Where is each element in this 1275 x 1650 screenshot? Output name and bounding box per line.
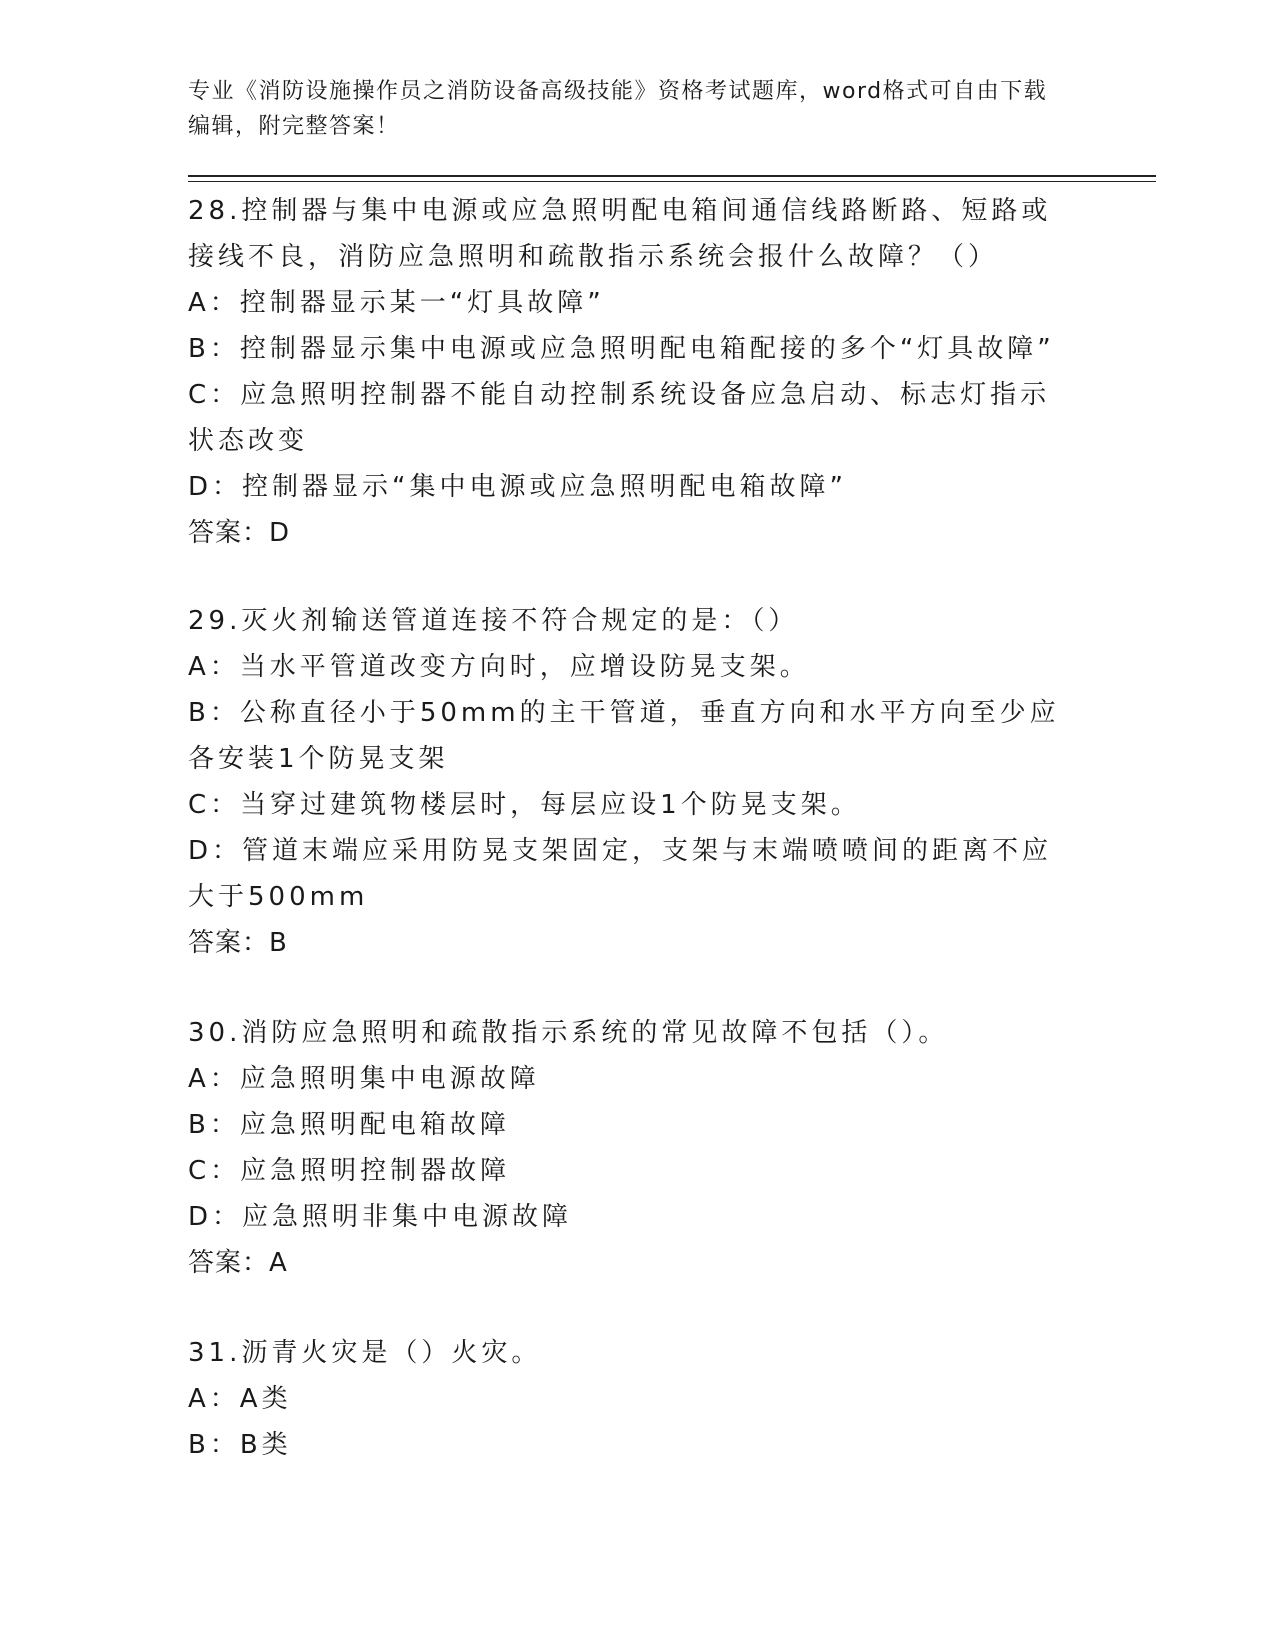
question-30: [188, 1010, 1078, 1286]
option-c: C：应急照明控制器故障: [188, 1156, 511, 1186]
question-stem: 28.控制器与集中电源或应急照明配电箱间通信线路断路、短路或接线不良，消防应急照明和疏散指示系统会报什么故障？（）: [188, 196, 1052, 272]
question-stem: 29.灭火剂输送管道连接不符合规定的是：（）: [188, 606, 799, 636]
header-rule-thick: [188, 175, 1156, 177]
question-28: [188, 188, 1078, 556]
option-d: D：控制器显示“集中电源或应急照明配电箱故障”: [188, 472, 847, 502]
question-stem: 30.消防应急照明和疏散指示系统的常见故障不包括（）。: [188, 1018, 949, 1048]
question-31: [188, 1330, 1078, 1468]
option-a: A：当水平管道改变方向时，应增设防晃支架。: [188, 652, 810, 682]
option-d: D：管道末端应采用防晃支架固定，支架与末端喷喷间的距离不应大于500mm: [188, 836, 1053, 912]
option-a: A：A类: [188, 1384, 292, 1414]
option-d: D：应急照明非集中电源故障: [188, 1202, 573, 1232]
option-c: C：应急照明控制器不能自动控制系统设备应急启动、标志灯指示状态改变: [188, 380, 1051, 456]
answer-text: 答案：A: [188, 1248, 288, 1278]
option-b: B：应急照明配电箱故障: [188, 1110, 510, 1140]
question-29: [188, 598, 1078, 966]
option-b: B：B类: [188, 1430, 292, 1460]
answer-text: 答案：B: [188, 928, 288, 958]
option-a: A：控制器显示某一“灯具故障”: [188, 288, 605, 318]
document-header: 专业《消防设施操作员之消防设备高级技能》资格考试题库，word格式可自由下载编辑，附完整答案！: [188, 79, 1048, 139]
question-stem: 31.沥青火灾是（）火灾。: [188, 1338, 542, 1368]
header-rule-thin: [188, 181, 1156, 182]
option-b: B：公称直径小于50mm的主干管道，垂直方向和水平方向至少应各安装1个防晃支架: [188, 698, 1060, 774]
option-c: C：当穿过建筑物楼层时，每层应设1个防晃支架。: [188, 790, 861, 820]
option-b: B：控制器显示集中电源或应急照明配电箱配接的多个“灯具故障”: [188, 334, 1055, 364]
answer-text: 答案：D: [188, 518, 291, 548]
option-a: A：应急照明集中电源故障: [188, 1064, 540, 1094]
